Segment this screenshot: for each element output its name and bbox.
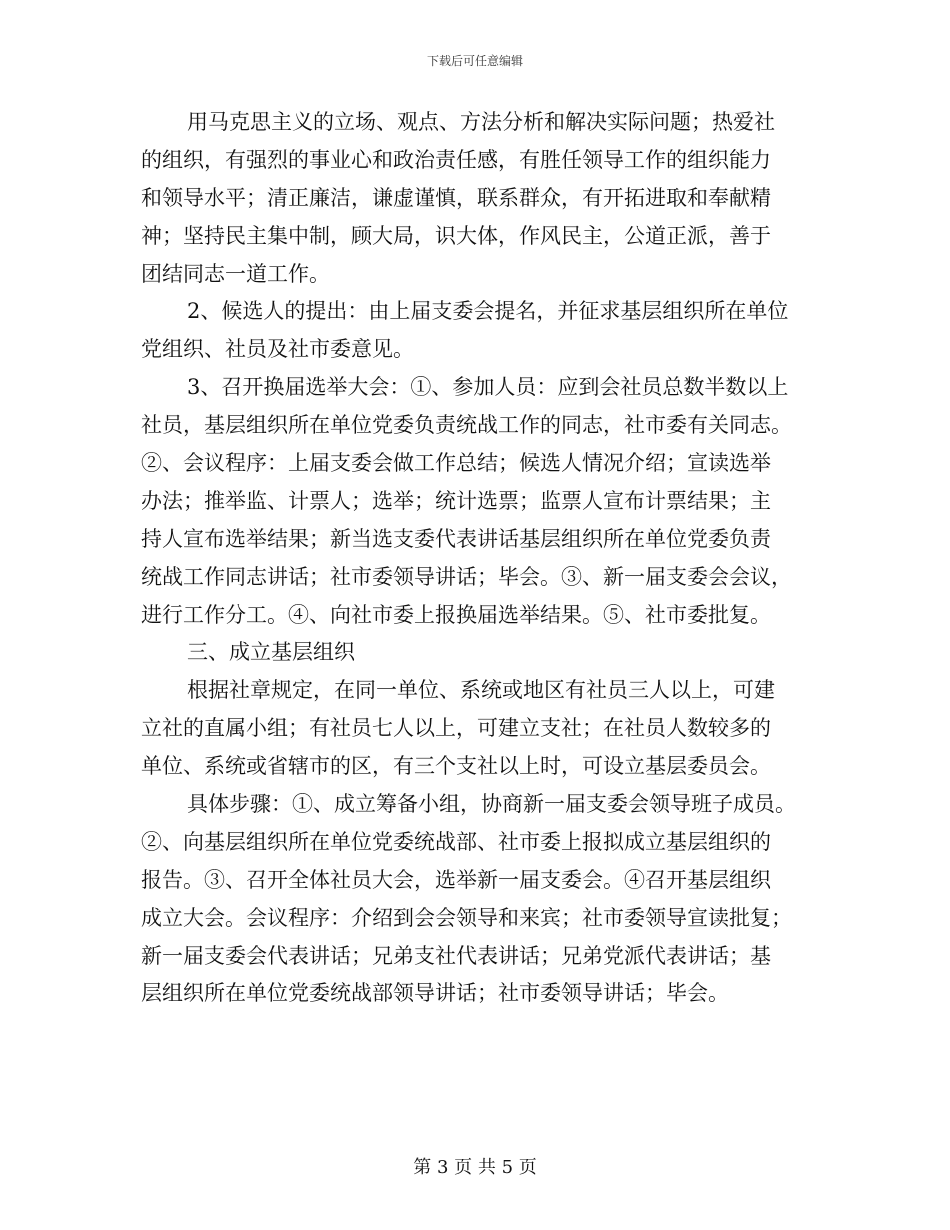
text-line: 3、召开换届选举大会：①、参加人员：应到会社员总数半数以上	[187, 375, 789, 400]
text-line: 报告。③、召开全体社员大会，选举新一届支委会。④召开基层组织	[141, 867, 771, 892]
text-line: ②、向基层组织所在单位党委统战部、社市委上报拟成立基层组织的	[141, 829, 771, 854]
text-line: 根据社章规定，在同一单位、系统或地区有社员三人以上，可建	[187, 678, 775, 703]
text-line: 社员，基层组织所在单位党委负责统战工作的同志，社市委有关同志。	[141, 413, 792, 438]
text-line: 的组织，有强烈的事业心和政治责任感，有胜任领导工作的组织能力	[141, 147, 771, 172]
text-line: 新一届支委会代表讲话；兄弟支社代表讲话；兄弟党派代表讲话；基	[141, 943, 771, 968]
text-line: 神；坚持民主集中制，顾大局，识大体，作风民主，公道正派，善于	[141, 223, 771, 248]
text-line: 进行工作分工。④、向社市委上报换届选举结果。⑤、社市委批复。	[141, 602, 771, 627]
text-line: ②、会议程序：上届支委会做工作总结；候选人情况介绍；宣读选举	[141, 451, 771, 476]
page-header: 下载后可任意编辑	[426, 54, 523, 68]
text-line: 用马克思主义的立场、观点、方法分析和解决实际问题；热爱社	[187, 110, 775, 134]
text-line: 层组织所在单位党委统战部领导讲话；社市委领导讲话；毕会。	[141, 981, 729, 1006]
text-line: 立社的直属小组；有社员七人以上，可建立支社；在社员人数较多的	[141, 716, 771, 741]
text-line: 党组织、社员及社市委意见。	[141, 337, 414, 362]
text-line: 2、候选人的提出：由上届支委会提名，并征求基层组织所在单位	[187, 299, 789, 324]
text-line: 具体步骤：①、成立筹备小组，协商新一届支委会领导班子成员。	[187, 792, 796, 817]
text-line: 三、成立基层组织	[187, 640, 355, 665]
document-body	[141, 104, 809, 1013]
page-footer: 第 3 页 共 5 页	[413, 1157, 537, 1178]
text-line: 单位、系统或省辖市的区，有三个支社以上时，可设立基层委员会。	[141, 754, 771, 779]
text-line: 持人宣布选举结果；新当选支委代表讲话基层组织所在单位党委负责	[141, 526, 771, 551]
text-line: 办法；推举监、计票人；选举；统计选票；监票人宣布计票结果；主	[141, 488, 771, 513]
text-line: 和领导水平；清正廉洁，谦虚谨慎，联系群众，有开拓进取和奉献精	[141, 185, 771, 210]
text-line: 团结同志一道工作。	[141, 261, 330, 286]
text-line: 成立大会。会议程序：介绍到会会领导和来宾；社市委领导宣读批复；	[141, 905, 792, 930]
text-line: 统战工作同志讲话；社市委领导讲话；毕会。③、新一届支委会会议，	[141, 564, 792, 589]
